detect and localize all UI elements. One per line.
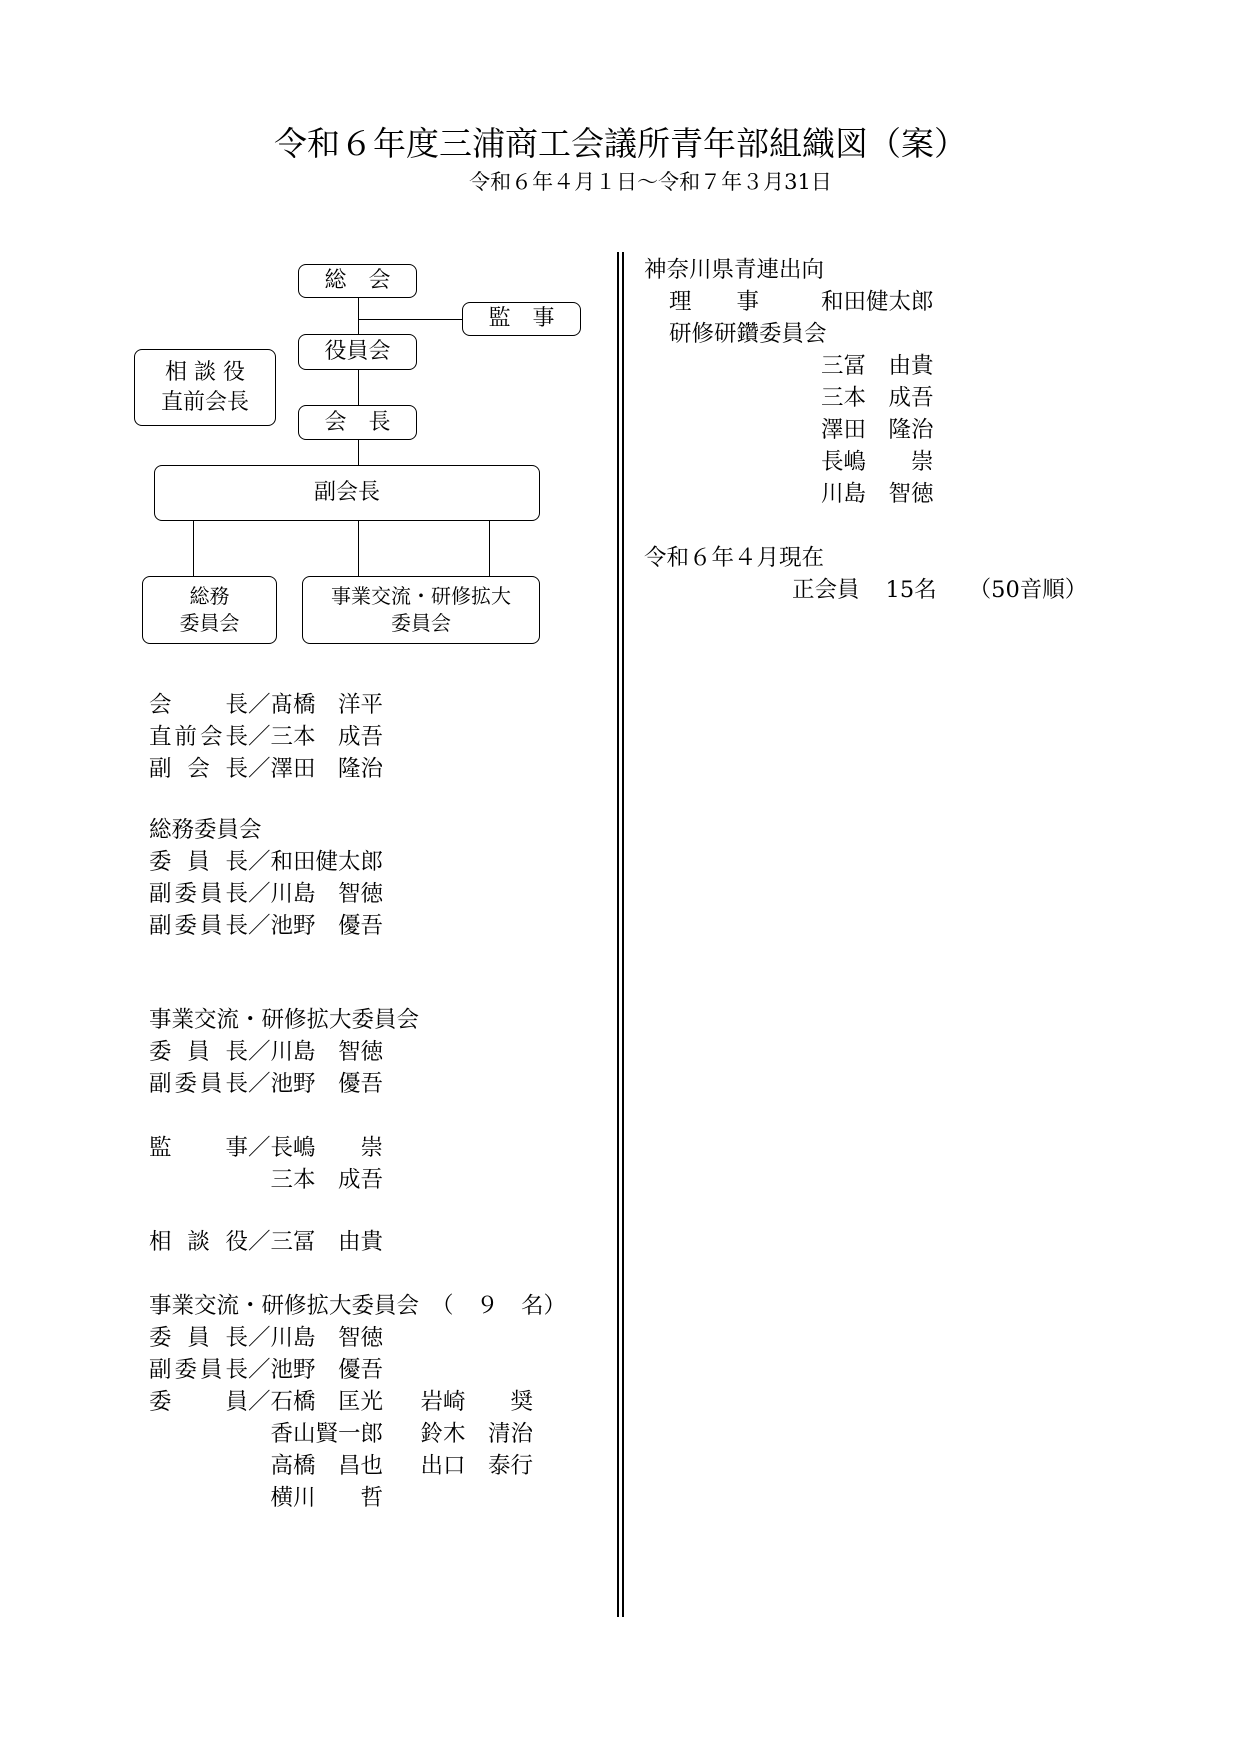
member-name: 長嶋 崇 xyxy=(821,449,934,475)
advisor-section xyxy=(149,1226,383,1258)
president-box: 会 長 xyxy=(298,405,417,440)
member-row: 副 委 員 長 ／ 池野 優吾 xyxy=(149,1354,566,1386)
member-title: 委 員 長 xyxy=(149,1325,248,1351)
member-name: 三本 成吾 xyxy=(821,385,934,411)
general-affairs-section xyxy=(149,814,383,942)
member-title: 副 委 員 長 xyxy=(149,913,248,939)
section-heading: 神奈川県青連出向 xyxy=(644,257,825,283)
member-row: 相 談 役 ／ 三冨 由貴 xyxy=(149,1226,383,1258)
member-title: 委 員 長 xyxy=(149,1039,248,1065)
exchange-full-section xyxy=(149,1290,566,1514)
officer-title: 直 前 会 長 xyxy=(149,724,248,750)
connector-line xyxy=(193,521,194,577)
connector-line xyxy=(358,319,462,320)
membership-order: （50音順） xyxy=(968,577,1088,603)
officers-list xyxy=(149,689,383,785)
member-row xyxy=(644,382,934,414)
member-row xyxy=(644,286,934,318)
member-row xyxy=(644,478,934,510)
auditor-box: 監 事 xyxy=(462,302,581,336)
member-name: 池野 優吾 xyxy=(270,1071,384,1097)
officer-row: 副 会 長 ／ 澤田 隆治 xyxy=(149,753,383,785)
member-row xyxy=(644,414,934,446)
member-row: 委 員 長 ／ 川島 智徳 xyxy=(149,1322,566,1354)
member-count: （ ９ 名） xyxy=(431,1293,567,1319)
member-row: 監 事 ／ 長嶋 崇 xyxy=(149,1132,383,1164)
member-name: 和田健太郎 xyxy=(821,289,934,315)
member-row: 委 員 長 ／ 川島 智徳 xyxy=(149,1036,419,1068)
committee-heading xyxy=(644,318,934,350)
member-row xyxy=(149,1418,566,1450)
member-name: 三冨 由貴 xyxy=(821,353,934,379)
member-name: 三冨 由貴 xyxy=(270,1229,384,1255)
member-name: 出口 泰行 xyxy=(420,1453,534,1479)
member-name: 横川 哲 xyxy=(270,1485,384,1511)
period-subtitle: 令和６年４月１日～令和７年３月31日 xyxy=(469,170,832,194)
exchange-section xyxy=(149,1004,419,1100)
member-title: 委 員 xyxy=(149,1389,248,1415)
member-name: 澤田 隆治 xyxy=(821,417,934,443)
member-name: 長嶋 崇 xyxy=(270,1135,384,1161)
member-name: 岩崎 奨 xyxy=(420,1389,534,1415)
officer-row: 直 前 会 長 ／ 三本 成吾 xyxy=(149,721,383,753)
member-name: 池野 優吾 xyxy=(270,913,384,939)
page-title: 令和６年度三浦商工会議所青年部組織図（案） xyxy=(274,124,967,163)
member-row: 委 員 ／ 石橋 匡光 岩崎 奨 xyxy=(149,1386,566,1418)
officer-row: 会 長 ／ 髙橋 洋平 xyxy=(149,689,383,721)
member-name: 三本 成吾 xyxy=(270,1167,384,1193)
section-heading-text: 事業交流・研修拡大委員会 xyxy=(149,1293,420,1319)
member-row xyxy=(149,1450,566,1482)
exchange-committee-box: 事業交流・研修拡大 委員会 xyxy=(302,576,540,644)
membership-section xyxy=(644,542,1087,606)
member-title: 副 委 員 長 xyxy=(149,1071,248,1097)
kanagawa-section xyxy=(644,254,934,510)
membership-count-row xyxy=(644,574,1087,606)
membership-label: 正会員 xyxy=(792,577,860,603)
auditors-section xyxy=(149,1132,383,1196)
advisor-box: 相 談 役 直前会長 xyxy=(134,349,276,426)
connector-line xyxy=(358,370,359,406)
member-title: 副 委 員 長 xyxy=(149,881,248,907)
committee-name: 研修研鑽委員会 xyxy=(669,321,827,347)
member-row xyxy=(644,350,934,382)
member-name: 川島 智徳 xyxy=(270,881,384,907)
general-affairs-committee-box: 総務 委員会 xyxy=(142,576,277,644)
section-heading: 総務委員会 xyxy=(149,817,262,843)
member-row: 委 員 長 ／ 和田健太郎 xyxy=(149,846,383,878)
member-name: 池野 優吾 xyxy=(270,1357,384,1383)
member-row: 副 委 員 長 ／ 池野 優吾 xyxy=(149,1068,419,1100)
connector-line xyxy=(358,521,359,577)
section-heading xyxy=(149,1290,566,1322)
officer-title: 会 長 xyxy=(149,692,248,718)
connector-line xyxy=(489,521,490,577)
officer-title: 副 会 長 xyxy=(149,756,248,782)
member-name: 石橋 匡光 xyxy=(270,1389,384,1415)
member-title: 監 事 xyxy=(149,1135,248,1161)
member-name: 川島 智徳 xyxy=(821,481,934,507)
member-row: 副 委 員 長 ／ 池野 優吾 xyxy=(149,910,383,942)
column-divider xyxy=(617,252,624,1617)
member-title: 理 事 xyxy=(669,289,760,315)
vice-president-box: 副会長 xyxy=(154,465,540,521)
member-name: 和田健太郎 xyxy=(270,849,384,875)
member-title: 副 委 員 長 xyxy=(149,1357,248,1383)
membership-count: 15名 xyxy=(885,577,937,603)
member-name: 鈴木 清治 xyxy=(420,1421,534,1447)
member-name: 川島 智徳 xyxy=(270,1325,384,1351)
member-title: 委 員 長 xyxy=(149,849,248,875)
general-meeting-box: 総 会 xyxy=(298,264,417,298)
member-name: 川島 智徳 xyxy=(270,1039,384,1065)
board-box: 役員会 xyxy=(298,334,417,370)
as-of-date: 令和６年４月現在 xyxy=(644,545,825,571)
member-row: 副 委 員 長 ／ 川島 智徳 xyxy=(149,878,383,910)
member-row xyxy=(149,1482,566,1514)
officer-name: 澤田 隆治 xyxy=(270,756,384,782)
member-title: 相 談 役 xyxy=(149,1229,248,1255)
officer-name: 三本 成吾 xyxy=(270,724,384,750)
member-name: 高橋 昌也 xyxy=(270,1453,384,1479)
connector-line xyxy=(358,440,359,466)
member-row xyxy=(644,446,934,478)
officer-name: 髙橋 洋平 xyxy=(270,692,384,718)
section-heading: 事業交流・研修拡大委員会 xyxy=(149,1007,420,1033)
member-row xyxy=(149,1164,383,1196)
member-name: 香山賢一郎 xyxy=(270,1421,384,1447)
